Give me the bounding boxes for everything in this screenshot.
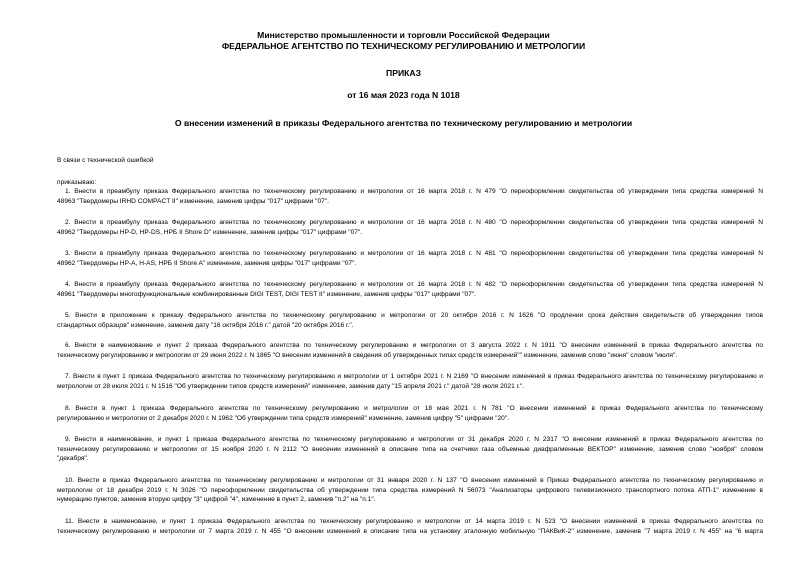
item-line: нумерацию пунктов, заменив вторую цифру "3" цифрой "4", изменение в пункт 2, заменив "п.2" на "п.1". — [57, 496, 376, 504]
item-line: 48961 "Твердомеры многофункциональные комбинированные DIGI TEST, DIGI TEST II" изменение, заменив цифры "017" цифрами "07". — [57, 290, 477, 298]
order-item-2 — [57, 218, 763, 237]
item-line: 9. Внести в наименование, и пункт 1 приказа Федерального агентства по техническому регулированию и метрологии от 31 декабря 2020 г. N 2317 "О внесении изменений в приказ Федерального агентства по — [65, 436, 763, 443]
item-line: 4. Внести в преамбулу приказа Федерального агентства по техническому регулированию и метрологии от 16 марта 2018 г. N 482 "О переоформлении свидетельства об утверждении типа средства измерений N — [65, 281, 763, 288]
order-item-1 — [57, 187, 763, 206]
order-word: приказываю: — [57, 179, 97, 186]
order-item-5 — [57, 311, 763, 330]
order-item-11 — [57, 517, 763, 536]
item-line: регулированию и метрологии от 2 декабря 2020 г. N 1962 "Об утверждении типа средств измерений" изменение, заменив цифру "5" цифрами "20". — [57, 414, 509, 422]
item-line: 10. Внести в приказ Федерального агентства по техническому регулированию и метрологии от 31 января 2020 г. N 137 "О внесении изменений в Приказ Федерального агентства по техническому регулированию и — [65, 477, 763, 484]
order-item-9 — [57, 435, 763, 464]
item-line: техническому регулированию и метрологии от 29 июня 2022 г. N 1865 "О внесении изменений в сведения об утвержденных типах средств измерений"" изменение, заменив слово "июня" словом "июля". — [57, 351, 678, 359]
order-item-6 — [57, 341, 763, 360]
item-line: 3. Внести в преамбулу приказа Федерального агентства по техническому регулированию и метрологии от 16 марта 2018 г. N 481 "О переоформлении свидетельства об утверждении типа средства измерений N — [65, 250, 763, 257]
item-line: 8. Внести в пункт 1 приказа Федерального агентства по техническому регулированию и метрологии от 18 мая 2021 г. N 781 "О внесении изменений в приказ Федерального агентства по техническому — [65, 405, 763, 412]
item-line: техническому регулированию и метрологии от 15 ноября 2020 г. N 2112 "О внесении изменений в описание типа на счетчики газа объемные диафрагменные ВЕКТОР" изменение, заменив слово "ноября" словом — [57, 445, 763, 453]
document-title: О внесении изменений в приказы Федерального агентства по техническому регулированию и метрологии — [174, 118, 633, 128]
item-line: стандартных образцов" изменение, заменив дату "16 октября 2016 г." датой "20 октября 2016 г.". — [57, 321, 354, 329]
document-date-number: от 16 мая 2023 года N 1018 — [347, 90, 460, 100]
document-type: ПРИКАЗ — [386, 68, 421, 78]
order-item-3 — [57, 249, 763, 268]
item-line: метрологии от 28 июля 2021 г. N 1516 "Об утверждении типов средств измерений" изменение, заменив дату "15 апреля 2021 г." датой "28 июля 2021 г.". — [57, 382, 525, 390]
item-line: 1. Внести в преамбулу приказа Федерального агентства по техническому регулированию и метрологии от 16 марта 2018 г. N 479 "О переоформлении свидетельства об утверждении типа средства измерений N — [65, 188, 763, 195]
item-line: техническому регулированию и метрологии от 7 марта 2019 г. N 455 "О внесении изменений в описание типа на установку эталонную мобильную "ПАКВиК-2" изменение, заменив "7 марта 2019 г. N 455" на "6 марта — [57, 527, 763, 535]
item-line: 48963 "Твердомеры IRHD COMPACT II" изменение, заменив цифры "017" цифрами "07". — [57, 197, 329, 205]
item-line: метрологии от 18 декабря 2019 г. N 3026 "О переоформлении свидетельства об утверждении типа средства измерений N 56073 "Анализаторы цифрового телевизионного транспортного потока АТП-1" изменение в — [57, 486, 763, 494]
agency-name: ФЕДЕРАЛЬНОЕ АГЕНТСТВО ПО ТЕХНИЧЕСКОМУ РЕГУЛИРОВАНИЮ И МЕТРОЛОГИИ — [221, 41, 586, 51]
item-line: 11. Внести в наименование, и пункт 1 приказа Федерального агентства по техническому регулированию и метрологии от 14 марта 2019 г. N 523 "О внесении изменений в приказ Федерального агентства по — [65, 518, 763, 525]
order-item-4 — [57, 280, 763, 299]
item-line: 48962 "Твердомеры HP-D, HP-DS, HPБ II Shore D" изменение, заменив цифры "017" цифрами "07". — [57, 228, 363, 236]
order-item-10 — [57, 476, 763, 505]
item-line: 48962 "Твердомеры HP-A, H-AS, HPБ II Shore A" изменение, заменив цифры "017" цифрами "07". — [57, 259, 357, 267]
order-item-7 — [57, 372, 763, 391]
item-line: 6. Внести в наименование и пункт 2 приказа Федерального агентства по техническому регулированию и метрологии от 3 августа 2022 г. N 1911 "О внесении изменений в приказ Федерального агентства по — [65, 342, 763, 349]
item-line: 2. Внести в преамбулу приказа Федерального агентства по техническому регулированию и метрологии от 16 марта 2018 г. N 480 "О переоформлении свидетельства об утверждении типа средства измерений N — [65, 219, 763, 226]
order-item-8 — [57, 404, 763, 423]
intro-text: В связи с технической ошибкой — [57, 157, 154, 164]
item-line: "декабря". — [57, 455, 89, 463]
item-line: 5. Внести в приложение к приказу Федерального агентства по техническому регулированию и метрологии от 20 октября 2016 г. N 1626 "О продлении срока действия свидетельств об утверждении типов — [65, 312, 763, 319]
item-line: 7. Внести в пункт 1 приказа Федерального агентства по техническому регулированию и метрологии от 1 октября 2021 г. N 2169 "О внесении изменений в приказ Федерального агентства по техническому регулированию и — [65, 373, 763, 380]
ministry-name: Министерство промышленности и торговли Российской Федерации — [257, 30, 550, 40]
